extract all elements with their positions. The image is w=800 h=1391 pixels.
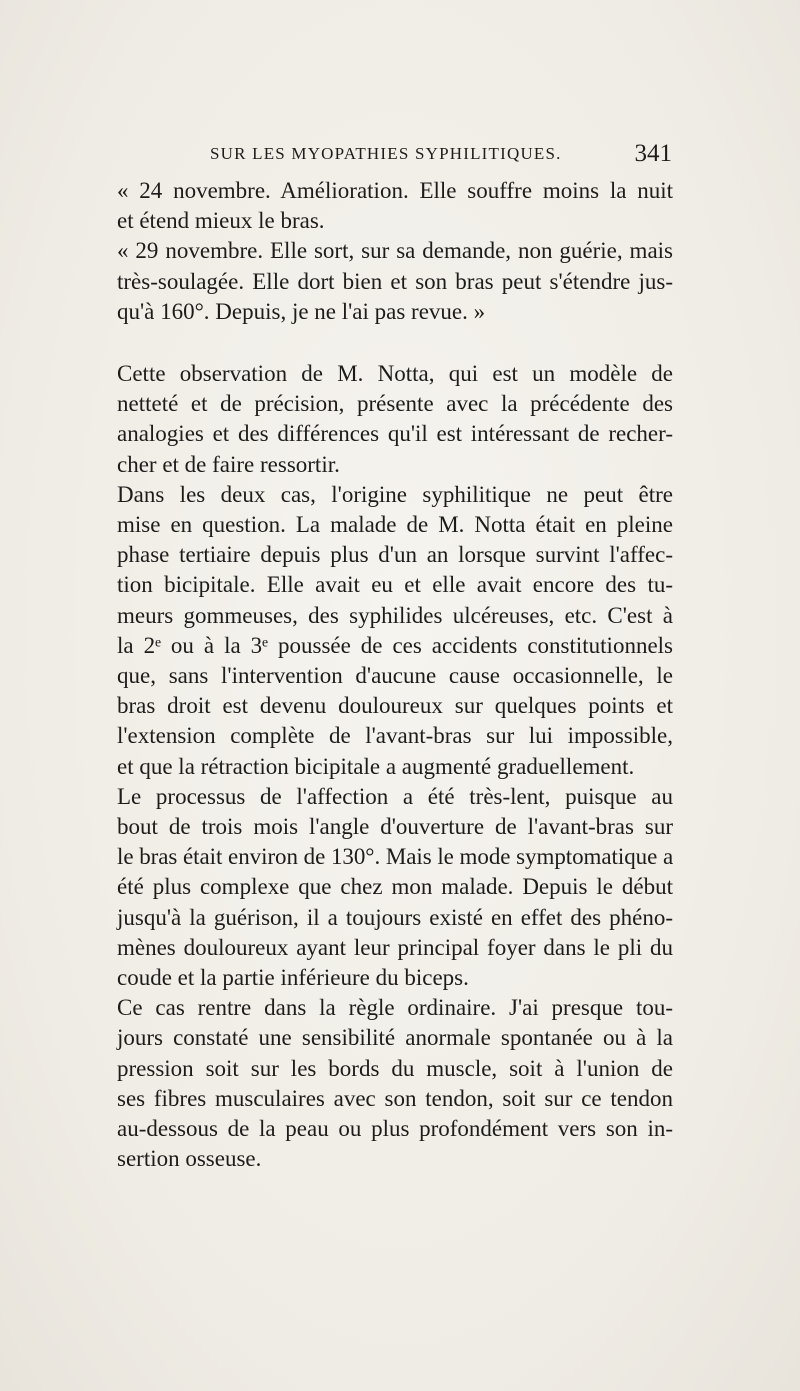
text-line: analogies et des différences qu'il est intéressant de recher-	[117, 421, 673, 447]
text-line: Cette observation de M. Notta, qui est un modèle de	[117, 361, 673, 387]
text-line: la 2ᵉ ou à la 3ᵉ poussée de ces accidents constitutionnels	[117, 632, 673, 658]
paragraph	[117, 480, 673, 782]
page-header	[110, 140, 672, 176]
text-line: été plus complexe que chez mon malade. Depuis le début	[117, 874, 673, 900]
text-line: l'extension complète de l'avant-bras sur lui impossible,	[117, 723, 673, 749]
page-number: 341	[634, 140, 672, 167]
paragraph	[117, 236, 673, 327]
text-line: et étend mieux le bras.	[117, 208, 325, 234]
text-line: au-dessous de la peau ou plus profondément vers son in-	[117, 1116, 673, 1142]
text-line: « 29 novembre. Elle sort, sur sa demande, non guérie, mais	[117, 238, 673, 264]
text-line: sertion osseuse.	[117, 1146, 262, 1172]
text-line: mise en question. La malade de M. Notta était en pleine	[117, 512, 673, 538]
text-line: jours constaté une sensibilité anormale spontanée ou à la	[117, 1025, 673, 1051]
text-line: meurs gommeuses, des syphilides ulcéreuses, etc. C'est à	[117, 602, 673, 628]
paragraph	[117, 176, 673, 236]
text-line: phase tertiaire depuis plus d'un an lorsque survint l'affec-	[117, 542, 673, 568]
text-line: tion bicipitale. Elle avait eu et elle avait encore des tu-	[117, 572, 673, 598]
text-line: netteté et de précision, présente avec la précédente des	[117, 391, 673, 417]
text-line: pression soit sur les bords du muscle, soit à l'union de	[117, 1055, 673, 1081]
text-line: Le processus de l'affection a été très-lent, puisque au	[117, 783, 673, 809]
text-line: mènes douloureux ayant leur principal foyer dans le pli du	[117, 934, 673, 960]
paragraph	[117, 359, 673, 480]
text-line: Dans les deux cas, l'origine syphilitique ne peut être	[117, 481, 673, 507]
text-line: bras droit est devenu douloureux sur quelques points et	[117, 693, 673, 719]
text-line: que, sans l'intervention d'aucune cause occasionnelle, le	[117, 663, 673, 689]
text-line: le bras était environ de 130°. Mais le mode symptomatique a	[117, 844, 674, 870]
text-line: et que la rétraction bicipitale a augmenté graduellement.	[117, 753, 635, 779]
paragraph	[117, 782, 673, 993]
paragraph	[117, 993, 673, 1174]
text-line: Ce cas rentre dans la règle ordinaire. J'ai presque tou-	[117, 995, 673, 1021]
text-line: très-soulagée. Elle dort bien et son bras peut s'étendre jus-	[117, 268, 673, 294]
text-line: jusqu'à la guérison, il a toujours existé en effet des phéno-	[117, 904, 673, 930]
text-line: ses fibres musculaires avec son tendon, soit sur ce tendon	[117, 1085, 673, 1111]
text-line: qu'à 160°. Depuis, je ne l'ai pas revue. »	[117, 298, 486, 324]
text-line: coude et la partie inférieure du biceps.	[117, 965, 469, 991]
text-line: cher et de faire ressortir.	[117, 451, 340, 477]
body-text	[117, 176, 673, 1175]
text-line: bout de trois mois l'angle d'ouverture de l'avant-bras sur	[117, 814, 673, 840]
text-line: « 24 novembre. Amélioration. Elle souffre moins la nuit	[117, 178, 673, 203]
running-title: SUR LES MYOPATHIES SYPHILITIQUES.	[210, 144, 562, 163]
